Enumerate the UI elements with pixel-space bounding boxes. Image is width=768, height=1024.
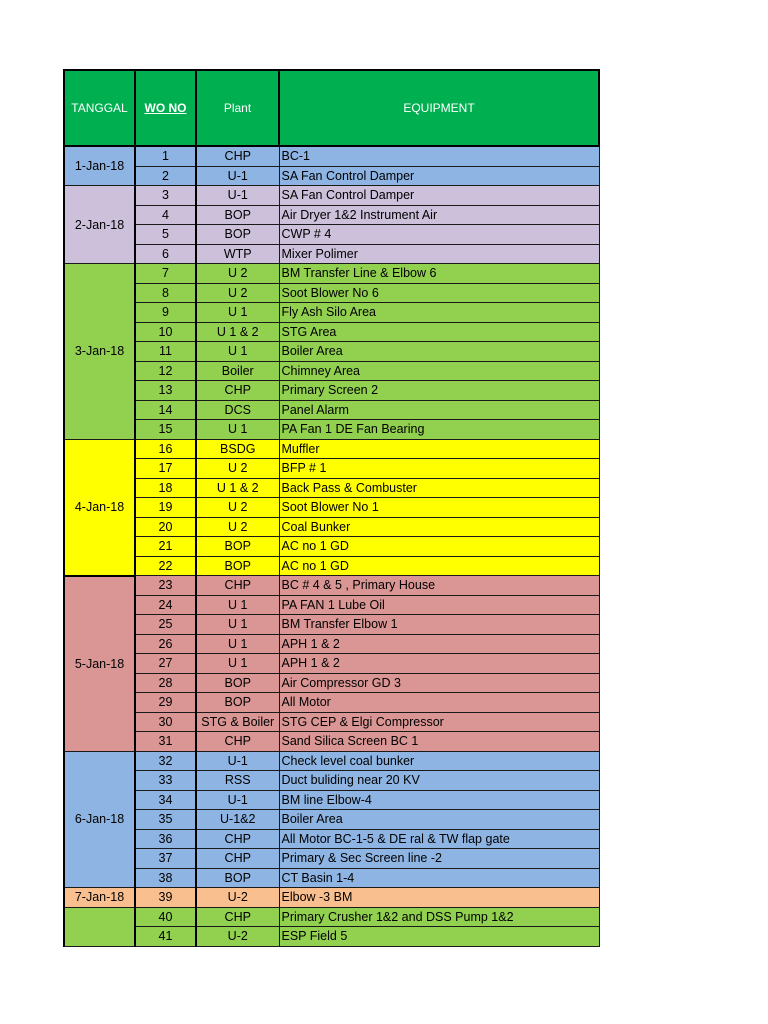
table-row [64,751,599,771]
equipment-cell[interactable]: All Motor [279,693,599,713]
work-order-table [63,69,600,947]
wo-cell[interactable]: 9 [135,303,196,323]
plant-cell[interactable]: U-1 [196,166,279,186]
wo-cell[interactable]: 5 [135,225,196,245]
plant-cell[interactable]: U 2 [196,517,279,537]
equipment-cell[interactable]: Back Pass & Combuster [279,478,599,498]
table-row [64,166,599,186]
equipment-cell[interactable]: Chimney Area [279,361,599,381]
table-row [64,283,599,303]
equipment-cell[interactable]: BM Transfer Elbow 1 [279,615,599,635]
equipment-cell[interactable]: Boiler Area [279,810,599,830]
plant-cell[interactable]: BOP [196,205,279,225]
date-cell[interactable]: 6-Jan-18 [64,751,135,888]
equipment-cell[interactable]: Air Compressor GD 3 [279,673,599,693]
equipment-cell[interactable]: CT Basin 1-4 [279,868,599,888]
equipment-cell[interactable]: AC no 1 GD [279,556,599,576]
plant-cell[interactable]: U 1 [196,615,279,635]
table-row [64,381,599,401]
wo-cell[interactable]: 32 [135,751,196,771]
equipment-cell[interactable]: Elbow -3 BM [279,888,599,908]
equipment-cell[interactable]: STG CEP & Elgi Compressor [279,712,599,732]
work-order-sheet [63,69,598,947]
equipment-cell[interactable]: STG Area [279,322,599,342]
equipment-cell[interactable]: PA Fan 1 DE Fan Bearing [279,420,599,440]
date-cell[interactable]: 2-Jan-18 [64,186,135,264]
table-row [64,322,599,342]
header-equipment[interactable]: EQUIPMENT [279,70,599,146]
plant-cell[interactable]: U 1 [196,595,279,615]
table-row [64,849,599,869]
wo-cell[interactable]: 12 [135,361,196,381]
date-cell[interactable]: 5-Jan-18 [64,576,135,752]
table-row [64,303,599,323]
table-row [64,244,599,264]
table-row [64,693,599,713]
table-row [64,673,599,693]
equipment-cell[interactable]: Muffler [279,439,599,459]
plant-cell[interactable]: U-1 [196,751,279,771]
equipment-cell[interactable]: BM line Elbow-4 [279,790,599,810]
table-row [64,732,599,752]
table-row [64,420,599,440]
equipment-cell[interactable]: Primary Crusher 1&2 and DSS Pump 1&2 [279,907,599,927]
equipment-cell[interactable]: AC no 1 GD [279,537,599,557]
table-row [64,771,599,791]
equipment-cell[interactable]: Mixer Polimer [279,244,599,264]
table-row [64,907,599,927]
table-body [64,146,599,946]
plant-cell[interactable]: CHP [196,849,279,869]
equipment-cell[interactable]: All Motor BC-1-5 & DE ral & TW flap gate [279,829,599,849]
plant-cell[interactable]: WTP [196,244,279,264]
wo-cell[interactable]: 34 [135,790,196,810]
equipment-cell[interactable]: Panel Alarm [279,400,599,420]
wo-cell[interactable]: 10 [135,322,196,342]
wo-cell[interactable]: 41 [135,927,196,947]
date-cell[interactable]: 7-Jan-18 [64,888,135,908]
equipment-cell[interactable]: Boiler Area [279,342,599,362]
wo-cell[interactable]: 11 [135,342,196,362]
table-row [64,478,599,498]
wo-cell[interactable]: 28 [135,673,196,693]
table-row [64,927,599,947]
wo-cell[interactable]: 25 [135,615,196,635]
table-row [64,342,599,362]
equipment-cell[interactable]: Air Dryer 1&2 Instrument Air [279,205,599,225]
plant-cell[interactable]: CHP [196,381,279,401]
wo-cell[interactable]: 26 [135,634,196,654]
wo-cell[interactable]: 13 [135,381,196,401]
equipment-cell[interactable]: Coal Bunker [279,517,599,537]
wo-cell[interactable]: 27 [135,654,196,674]
plant-cell[interactable]: U 2 [196,459,279,479]
wo-cell[interactable]: 6 [135,244,196,264]
table-row [64,888,599,908]
plant-cell[interactable]: CHP [196,907,279,927]
wo-cell[interactable]: 35 [135,810,196,830]
date-cell[interactable] [64,907,135,946]
equipment-cell[interactable]: PA FAN 1 Lube Oil [279,595,599,615]
table-row [64,712,599,732]
table-row [64,400,599,420]
plant-cell[interactable]: STG & Boiler [196,712,279,732]
wo-cell[interactable]: 29 [135,693,196,713]
plant-cell[interactable]: U 1 [196,420,279,440]
wo-cell[interactable]: 18 [135,478,196,498]
plant-cell[interactable]: CHP [196,732,279,752]
table-row [64,264,599,284]
wo-cell[interactable]: 30 [135,712,196,732]
plant-cell[interactable]: CHP [196,576,279,596]
wo-cell[interactable]: 22 [135,556,196,576]
table-row [64,225,599,245]
plant-cell[interactable]: BOP [196,537,279,557]
wo-cell[interactable]: 38 [135,868,196,888]
equipment-cell[interactable]: BM Transfer Line & Elbow 6 [279,264,599,284]
table-row [64,810,599,830]
date-cell[interactable]: 3-Jan-18 [64,264,135,440]
plant-cell[interactable]: CHP [196,829,279,849]
plant-cell[interactable]: U-1&2 [196,810,279,830]
header-wo-no[interactable]: WO NO [135,70,196,146]
plant-cell[interactable]: U 1 [196,303,279,323]
wo-cell[interactable]: 40 [135,907,196,927]
table-row [64,439,599,459]
wo-cell[interactable]: 4 [135,205,196,225]
wo-cell[interactable]: 14 [135,400,196,420]
equipment-cell[interactable]: Fly Ash Silo Area [279,303,599,323]
equipment-cell[interactable]: SA Fan Control Damper [279,186,599,206]
plant-cell[interactable]: RSS [196,771,279,791]
table-row [64,868,599,888]
equipment-cell[interactable]: Soot Blower No 6 [279,283,599,303]
table-row [64,186,599,206]
equipment-cell[interactable]: Check level coal bunker [279,751,599,771]
header-plant[interactable]: Plant [196,70,279,146]
plant-cell[interactable]: U 1 & 2 [196,322,279,342]
plant-cell[interactable]: U-1 [196,790,279,810]
equipment-cell[interactable]: Primary & Sec Screen line -2 [279,849,599,869]
plant-cell[interactable]: U 1 [196,634,279,654]
date-cell[interactable]: 4-Jan-18 [64,439,135,576]
plant-cell[interactable]: BOP [196,225,279,245]
wo-cell[interactable]: 33 [135,771,196,791]
equipment-cell[interactable]: Duct buliding near 20 KV [279,771,599,791]
wo-cell[interactable]: 8 [135,283,196,303]
equipment-cell[interactable]: Sand Silica Screen BC 1 [279,732,599,752]
plant-cell[interactable]: U-1 [196,186,279,206]
wo-cell[interactable]: 19 [135,498,196,518]
equipment-cell[interactable]: APH 1 & 2 [279,654,599,674]
wo-cell[interactable]: 3 [135,186,196,206]
table-row [64,829,599,849]
table-row [64,576,599,596]
wo-cell[interactable]: 21 [135,537,196,557]
table-row [64,595,599,615]
plant-cell[interactable]: BOP [196,868,279,888]
header-row [64,70,599,146]
equipment-cell[interactable]: BFP # 1 [279,459,599,479]
table-row [64,517,599,537]
table-row [64,615,599,635]
plant-cell[interactable]: U 2 [196,283,279,303]
table-row [64,361,599,381]
table-row [64,634,599,654]
plant-cell[interactable]: Boiler [196,361,279,381]
plant-cell[interactable]: BSDG [196,439,279,459]
plant-cell[interactable]: U 2 [196,264,279,284]
table-row [64,790,599,810]
plant-cell[interactable]: U 2 [196,498,279,518]
wo-cell[interactable]: 15 [135,420,196,440]
plant-cell[interactable]: U-2 [196,927,279,947]
plant-cell[interactable]: U 1 & 2 [196,478,279,498]
table-row [64,146,599,166]
plant-cell[interactable]: U 1 [196,342,279,362]
plant-cell[interactable]: BOP [196,556,279,576]
wo-cell[interactable]: 17 [135,459,196,479]
wo-cell[interactable]: 36 [135,829,196,849]
equipment-cell[interactable]: APH 1 & 2 [279,634,599,654]
wo-cell[interactable]: 31 [135,732,196,752]
equipment-cell[interactable]: Soot Blower No 1 [279,498,599,518]
table-row [64,205,599,225]
wo-cell[interactable]: 23 [135,576,196,596]
plant-cell[interactable]: BOP [196,673,279,693]
wo-cell[interactable]: 1 [135,146,196,166]
table-row [64,654,599,674]
equipment-cell[interactable]: BC # 4 & 5 , Primary House [279,576,599,596]
wo-cell[interactable]: 24 [135,595,196,615]
wo-cell[interactable]: 7 [135,264,196,284]
wo-cell[interactable]: 2 [135,166,196,186]
date-cell[interactable]: 1-Jan-18 [64,146,135,186]
equipment-cell[interactable]: CWP # 4 [279,225,599,245]
table-row [64,537,599,557]
equipment-cell[interactable]: BC-1 [279,146,599,166]
table-row [64,459,599,479]
plant-cell[interactable]: U 1 [196,654,279,674]
wo-cell[interactable]: 37 [135,849,196,869]
plant-cell[interactable]: CHP [196,146,279,166]
wo-cell[interactable]: 16 [135,439,196,459]
wo-cell[interactable]: 20 [135,517,196,537]
plant-cell[interactable]: DCS [196,400,279,420]
wo-cell[interactable]: 39 [135,888,196,908]
equipment-cell[interactable]: SA Fan Control Damper [279,166,599,186]
table-row [64,498,599,518]
table-row [64,556,599,576]
equipment-cell[interactable]: Primary Screen 2 [279,381,599,401]
equipment-cell[interactable]: ESP Field 5 [279,927,599,947]
plant-cell[interactable]: U-2 [196,888,279,908]
header-tanggal[interactable]: TANGGAL [64,70,135,146]
plant-cell[interactable]: BOP [196,693,279,713]
